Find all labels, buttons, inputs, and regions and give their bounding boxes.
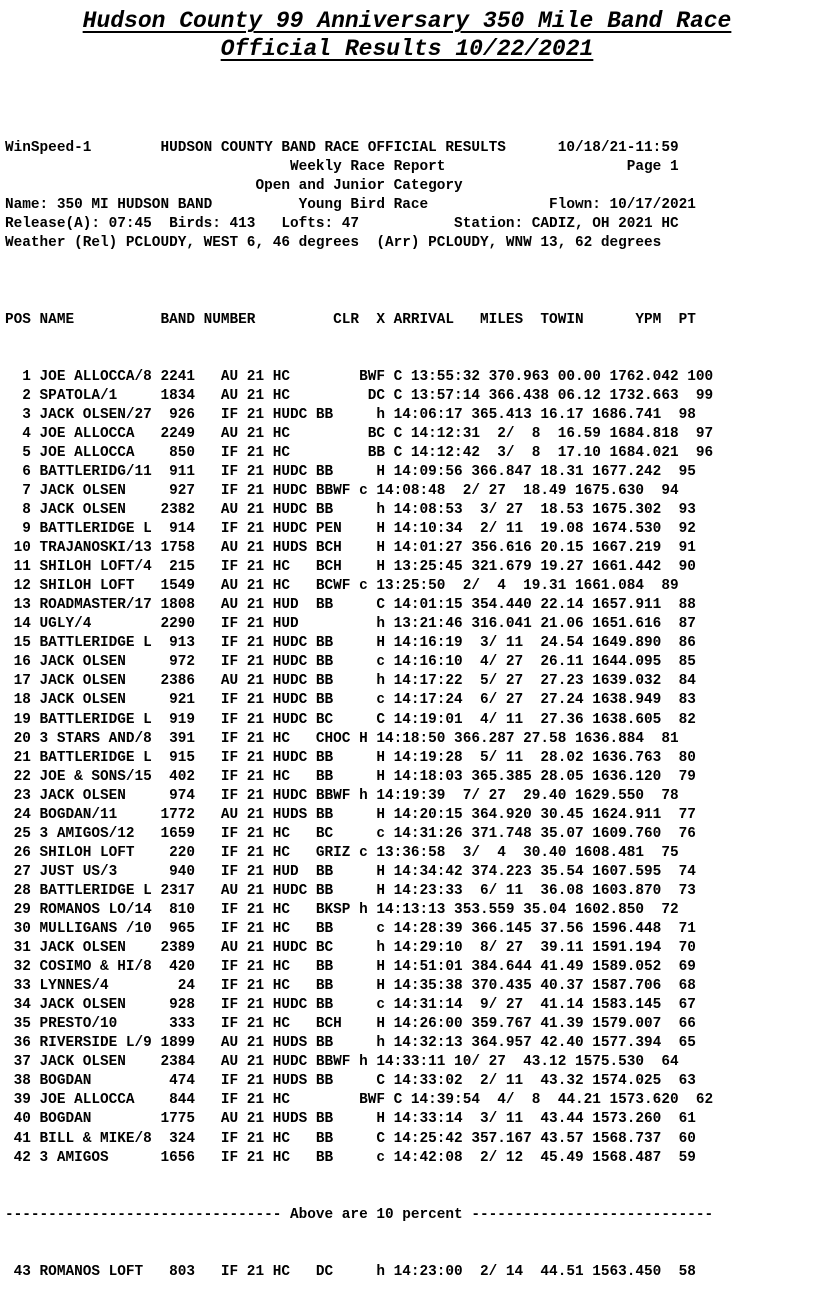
results-report — [5, 101, 713, 1301]
table-row: 32 COSIMO & HI/8 420 IF 21 HC BB H 14:51:01 384.644 41.49 1589.052 69 — [5, 959, 696, 976]
table-row: 22 JOE & SONS/15 402 IF 21 HC BB H 14:18:03 365.385 28.05 1636.120 79 — [5, 768, 696, 785]
table-row: 16 JACK OLSEN 972 IF 21 HUDC BB c 14:16:10 4/ 27 26.11 1644.095 85 — [5, 654, 696, 671]
table-row: 12 SHILOH LOFT 1549 AU 21 HC BCWF c 13:25:50 2/ 4 19.31 1661.084 89 — [5, 578, 679, 595]
table-row: 18 JACK OLSEN 921 IF 21 HUDC BB c 14:17:24 6/ 27 27.24 1638.949 83 — [5, 692, 696, 709]
table-row: 17 JACK OLSEN 2386 AU 21 HUDC BB h 14:17:22 5/ 27 27.23 1639.032 84 — [5, 673, 696, 690]
table-row: 15 BATTLERIDGE L 913 IF 21 HUDC BB H 14:16:19 3/ 11 24.54 1649.890 86 — [5, 635, 696, 652]
report-header-line: Weekly Race Report Page 1 — [5, 159, 679, 176]
table-row: 43 ROMANOS LOFT 803 IF 21 HC DC h 14:23:00 2/ 14 44.51 1563.450 58 — [5, 1263, 696, 1280]
table-row: 36 RIVERSIDE L/9 1899 AU 21 HUDS BB h 14:32:13 364.957 42.40 1577.394 65 — [5, 1035, 696, 1052]
table-row: 39 JOE ALLOCCA 844 IF 21 HC BWF C 14:39:54 4/ 8 44.21 1573.620 62 — [5, 1092, 714, 1109]
table-row: 34 JACK OLSEN 928 IF 21 HUDC BB c 14:31:14 9/ 27 41.14 1583.145 67 — [5, 997, 696, 1014]
table-row: 1 JOE ALLOCCA/8 2241 AU 21 HC BWF C 13:55:32 370.963 00.00 1762.042 100 — [5, 368, 714, 385]
table-row: 35 PRESTO/10 333 IF 21 HC BCH H 14:26:00 359.767 41.39 1579.007 66 — [5, 1016, 696, 1033]
table-row: 28 BATTLERIDGE L 2317 AU 21 HUDC BB H 14:23:33 6/ 11 36.08 1603.870 73 — [5, 882, 696, 899]
table-row: 26 SHILOH LOFT 220 IF 21 HC GRIZ c 13:36:58 3/ 4 30.40 1608.481 75 — [5, 844, 679, 861]
table-row: 2 SPATOLA/1 1834 AU 21 HC DC C 13:57:14 366.438 06.12 1732.663 99 — [5, 387, 714, 404]
table-row: 24 BOGDAN/11 1772 AU 21 HUDS BB H 14:20:15 364.920 30.45 1624.911 77 — [5, 806, 696, 823]
report-header-line: Open and Junior Category — [5, 178, 463, 195]
results-table-after — [5, 1263, 713, 1282]
table-row: 14 UGLY/4 2290 IF 21 HUD h 13:21:46 316.041 21.06 1651.616 87 — [5, 616, 696, 633]
table-row: 30 MULLIGANS /10 965 IF 21 HC BB c 14:28:39 366.145 37.56 1596.448 71 — [5, 921, 696, 938]
table-row: 4 JOE ALLOCCA 2249 AU 21 HC BC C 14:12:31 2/ 8 16.59 1684.818 97 — [5, 425, 714, 442]
ten-percent-separator: -------------------------------- Above are 10 percent ---------------------------- — [5, 1206, 714, 1223]
report-title-text: Hudson County 99 Anniversary 350 Mile Band Race — [82, 8, 732, 34]
report-header-line: Release(A): 07:45 Birds: 413 Lofts: 47 Station: CADIZ, OH 2021 HC — [5, 216, 679, 233]
results-table — [5, 368, 713, 1168]
table-row: 6 BATTLERIDG/11 911 IF 21 HUDC BB H 14:09:56 366.847 18.31 1677.242 95 — [5, 463, 696, 480]
column-header: POS NAME BAND NUMBER CLR X ARRIVAL MILES TOWIN YPM PT — [5, 311, 696, 328]
table-row: 7 JACK OLSEN 927 IF 21 HUDC BBWF c 14:08:48 2/ 27 18.49 1675.630 94 — [5, 482, 679, 499]
table-row: 3 JACK OLSEN/27 926 IF 21 HUDC BB h 14:06:17 365.413 16.17 1686.741 98 — [5, 406, 696, 423]
table-row: 27 JUST US/3 940 IF 21 HUD BB H 14:34:42 374.223 35.54 1607.595 74 — [5, 863, 696, 880]
table-row: 21 BATTLERIDGE L 915 IF 21 HUDC BB H 14:19:28 5/ 11 28.02 1636.763 80 — [5, 749, 696, 766]
table-row: 37 JACK OLSEN 2384 AU 21 HUDC BBWF h 14:33:11 10/ 27 43.12 1575.530 64 — [5, 1054, 679, 1071]
table-row: 9 BATTLERIDGE L 914 IF 21 HUDC PEN H 14:10:34 2/ 11 19.08 1674.530 92 — [5, 521, 696, 538]
table-row: 10 TRAJANOSKI/13 1758 AU 21 HUDS BCH H 14:01:27 356.616 20.15 1667.219 91 — [5, 540, 696, 557]
table-row: 23 JACK OLSEN 974 IF 21 HUDC BBWF h 14:19:39 7/ 27 29.40 1629.550 78 — [5, 787, 679, 804]
report-header-line: Name: 350 MI HUDSON BAND Young Bird Race Flown: 10/17/2021 — [5, 197, 696, 214]
table-row: 8 JACK OLSEN 2382 AU 21 HUDC BB h 14:08:53 3/ 27 18.53 1675.302 93 — [5, 501, 696, 518]
table-row: 31 JACK OLSEN 2389 AU 21 HUDC BC h 14:29:10 8/ 27 39.11 1591.194 70 — [5, 940, 696, 957]
table-row: 29 ROMANOS LO/14 810 IF 21 HC BKSP h 14:13:13 353.559 35.04 1602.850 72 — [5, 901, 679, 918]
report-header-line — [5, 253, 713, 272]
report-header-block — [5, 139, 713, 272]
table-row: 13 ROADMASTER/17 1808 AU 21 HUD BB C 14:01:15 354.440 22.14 1657.911 88 — [5, 597, 696, 614]
table-row: 38 BOGDAN 474 IF 21 HUDS BB C 14:33:02 2/ 11 43.32 1574.025 63 — [5, 1073, 696, 1090]
report-header-line: Weather (Rel) PCLOUDY, WEST 6, 46 degrees (Arr) PCLOUDY, WNW 13, 62 degrees — [5, 235, 662, 252]
report-title — [0, 7, 814, 35]
table-row: 42 3 AMIGOS 1656 IF 21 HC BB c 14:42:08 2/ 12 45.49 1568.487 59 — [5, 1149, 696, 1166]
table-row: 33 LYNNES/4 24 IF 21 HC BB H 14:35:38 370.435 40.37 1587.706 68 — [5, 978, 696, 995]
table-row: 40 BOGDAN 1775 AU 21 HUDS BB H 14:33:14 3/ 11 43.44 1573.260 61 — [5, 1111, 696, 1128]
report-subtitle-text: Official Results 10/22/2021 — [220, 36, 594, 62]
report-subtitle — [0, 35, 814, 63]
table-row: 20 3 STARS AND/8 391 IF 21 HC CHOC H 14:18:50 366.287 27.58 1636.884 81 — [5, 730, 679, 747]
table-row: 5 JOE ALLOCCA 850 IF 21 HC BB C 14:12:42 3/ 8 17.10 1684.021 96 — [5, 444, 714, 461]
report-header-line: WinSpeed-1 HUDSON COUNTY BAND RACE OFFICIAL RESULTS 10/18/21-11:59 — [5, 140, 679, 157]
table-row: 19 BATTLERIDGE L 919 IF 21 HUDC BC C 14:19:01 4/ 11 27.36 1638.605 82 — [5, 711, 696, 728]
table-row: 41 BILL & MIKE/8 324 IF 21 HC BB C 14:25:42 357.167 43.57 1568.737 60 — [5, 1130, 696, 1147]
table-row: 25 3 AMIGOS/12 1659 IF 21 HC BC c 14:31:26 371.748 35.07 1609.760 76 — [5, 825, 696, 842]
table-row: 11 SHILOH LOFT/4 215 IF 21 HC BCH H 13:25:45 321.679 19.27 1661.442 90 — [5, 559, 696, 576]
